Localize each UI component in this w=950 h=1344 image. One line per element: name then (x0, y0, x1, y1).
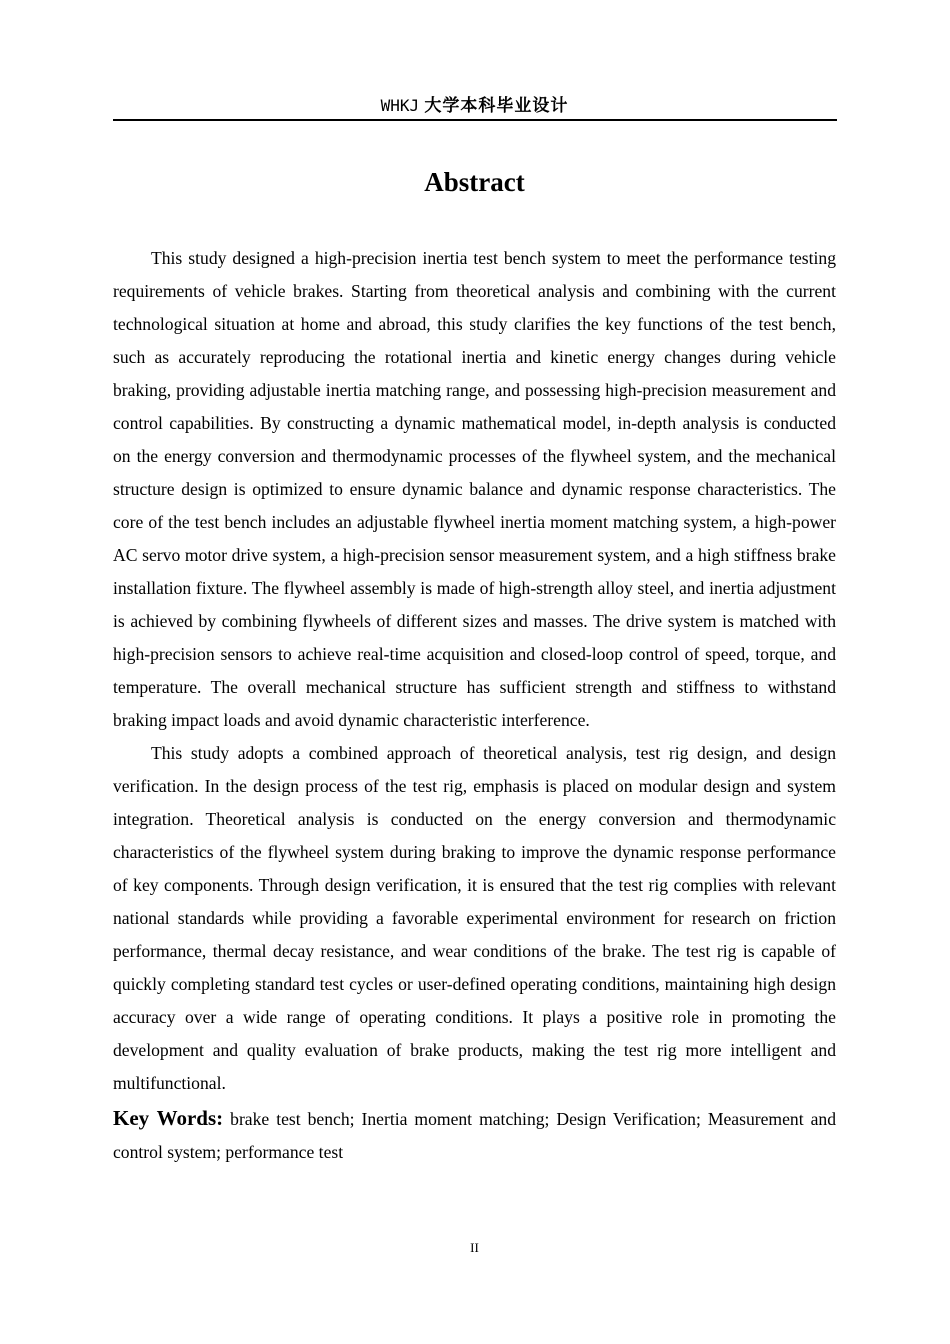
page-title: Abstract (424, 167, 525, 197)
keywords-label: Key Words: (113, 1106, 224, 1130)
keywords (113, 1102, 836, 1169)
abstract-body (113, 242, 836, 1169)
abstract-paragraph-2: This study adopts a combined approach of theoretical analysis, test rig design, and design verification. In the design process of the test rig, emphasis is placed on modular design and system integration. Theoretical analysis is conducted on the energy conversion and thermodynamic characteristics of the flywheel system during braking to improve the dynamic response performance of key components. Through design verification, it is ensured that the test rig complies with relevant national standards while providing a favorable experimental environment for research on friction performance, thermal decay resistance, and wear conditions of the brake. The test rig is capable of quickly completing standard test cycles or user-defined operating conditions, maintaining high design accuracy over a wide range of operating conditions. It plays a positive role in promoting the development and quality evaluation of brake products, making the test rig more intelligent and multifunctional. (113, 743, 836, 1093)
abstract-paragraph-1: This study designed a high-precision inertia test bench system to meet the performance testing requirements of vehicle brakes. Starting from theoretical analysis and combining with the current technological situation at home and abroad, this study clarifies the key functions of the test bench, such as accurately reproducing the rotational inertia and kinetic energy changes during vehicle braking, providing adjustable inertia matching range, and possessing high-precision measurement and control capabilities. By constructing a dynamic mathematical model, in-depth analysis is conducted on the energy conversion and thermodynamic processes of the flywheel system, and the mechanical structure design is optimized to ensure dynamic balance and dynamic response characteristics. The core of the test bench includes an adjustable flywheel inertia moment matching system, a high-power AC servo motor drive system, a high-precision sensor measurement system, and a high stiffness brake installation fixture. The flywheel assembly is made of high-strength alloy steel, and inertia adjustment is achieved by combining flywheels of different sizes and masses. The drive system is matched with high-precision sensors to achieve real-time acquisition and closed-loop control of speed, torque, and temperature. The overall mechanical structure has sufficient strength and stiffness to withstand braking impact loads and avoid dynamic characteristic interference. (113, 248, 836, 730)
header-latin: WHKJ (380, 96, 420, 115)
running-header (113, 94, 836, 118)
header-cjk: 大学本科毕业设计 (424, 96, 569, 116)
header-rule (113, 119, 837, 121)
keywords-text: brake test bench; Inertia moment matching; Design Verification; Measurement and control system; performance test (113, 1109, 836, 1162)
page-number: II (470, 1240, 479, 1255)
